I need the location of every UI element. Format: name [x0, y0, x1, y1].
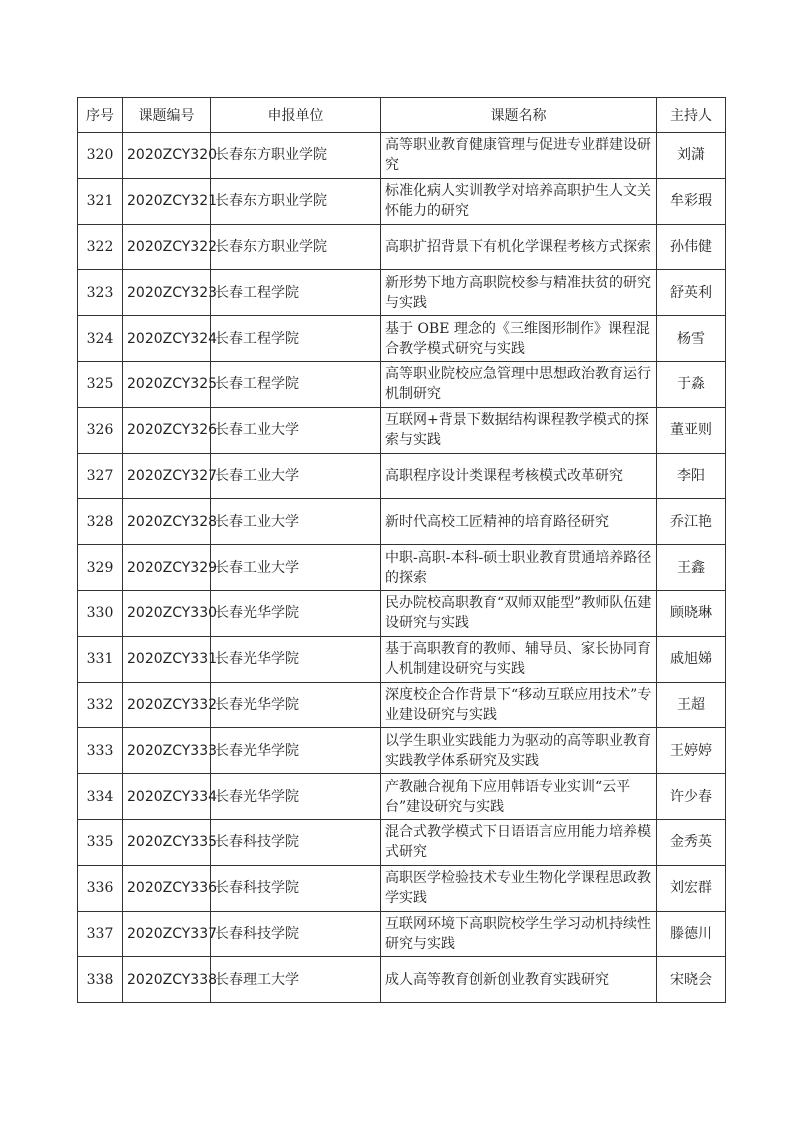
header-seq: 序号: [78, 98, 123, 133]
cell-host: 滕德川: [657, 911, 726, 957]
cell-host: 乔江艳: [657, 499, 726, 545]
cell-unit: 长春工程学院: [211, 316, 381, 362]
cell-seq: 320: [78, 133, 123, 179]
cell-unit: 长春光华学院: [211, 774, 381, 820]
table-row: [78, 499, 726, 545]
table-row: [78, 316, 726, 362]
cell-seq: 338: [78, 957, 123, 1003]
cell-title: 互联网+背景下数据结构课程教学模式的探索与实践: [381, 407, 657, 453]
cell-seq: 323: [78, 270, 123, 316]
cell-seq: 321: [78, 178, 123, 224]
cell-host: 牟彩瑕: [657, 178, 726, 224]
cell-code: 2020ZCY325: [123, 361, 211, 407]
cell-title: 互联网环境下高职院校学生学习动机持续性研究与实践: [381, 911, 657, 957]
cell-seq: 330: [78, 590, 123, 636]
table-row: [78, 774, 726, 820]
cell-seq: 327: [78, 453, 123, 499]
cell-code: 2020ZCY326: [123, 407, 211, 453]
cell-seq: 328: [78, 499, 123, 545]
cell-code: 2020ZCY320: [123, 133, 211, 179]
cell-title: 产教融合视角下应用韩语专业实训“云平台”建设研究与实践: [381, 774, 657, 820]
cell-host: 戚旭娣: [657, 636, 726, 682]
cell-title: 中职-高职-本科-硕士职业教育贯通培养路径的探索: [381, 545, 657, 591]
table-row: [78, 590, 726, 636]
cell-title: 新时代高校工匠精神的培育路径研究: [381, 499, 657, 545]
cell-title: 成人高等教育创新创业教育实践研究: [381, 957, 657, 1003]
cell-unit: 长春东方职业学院: [211, 178, 381, 224]
cell-unit: 长春工业大学: [211, 453, 381, 499]
cell-title: 深度校企合作背景下“移动互联应用技术”专业建设研究与实践: [381, 682, 657, 728]
table-row: [78, 682, 726, 728]
cell-seq: 331: [78, 636, 123, 682]
cell-unit: 长春光华学院: [211, 636, 381, 682]
cell-title: 混合式教学模式下日语语言应用能力培养模式研究: [381, 819, 657, 865]
cell-title: 新形势下地方高职院校参与精准扶贫的研究与实践: [381, 270, 657, 316]
table-row: [78, 957, 726, 1003]
cell-code: 2020ZCY338: [123, 957, 211, 1003]
cell-title: 以学生职业实践能力为驱动的高等职业教育实践教学体系研究及实践: [381, 728, 657, 774]
cell-title: 高职医学检验技术专业生物化学课程思政教学实践: [381, 865, 657, 911]
cell-code: 2020ZCY330: [123, 590, 211, 636]
table-row: [78, 911, 726, 957]
cell-code: 2020ZCY322: [123, 224, 211, 270]
header-code: 课题编号: [123, 98, 211, 133]
cell-title: 高等职业教育健康管理与促进专业群建设研究: [381, 133, 657, 179]
cell-seq: 336: [78, 865, 123, 911]
cell-code: 2020ZCY331: [123, 636, 211, 682]
table-row: [78, 270, 726, 316]
cell-unit: 长春光华学院: [211, 728, 381, 774]
cell-code: 2020ZCY336: [123, 865, 211, 911]
cell-host: 刘宏群: [657, 865, 726, 911]
cell-seq: 332: [78, 682, 123, 728]
cell-code: 2020ZCY327: [123, 453, 211, 499]
cell-seq: 337: [78, 911, 123, 957]
cell-code: 2020ZCY332: [123, 682, 211, 728]
table-row: [78, 407, 726, 453]
cell-code: 2020ZCY328: [123, 499, 211, 545]
cell-host: 王超: [657, 682, 726, 728]
cell-title: 标准化病人实训教学对培养高职护生人文关怀能力的研究: [381, 178, 657, 224]
cell-host: 于淼: [657, 361, 726, 407]
table-row: [78, 361, 726, 407]
cell-seq: 335: [78, 819, 123, 865]
cell-code: 2020ZCY337: [123, 911, 211, 957]
table-row: [78, 865, 726, 911]
cell-host: 王鑫: [657, 545, 726, 591]
table-row: [78, 133, 726, 179]
cell-host: 许少春: [657, 774, 726, 820]
cell-title: 基于高职教育的教师、辅导员、家长协同育人机制建设研究与实践: [381, 636, 657, 682]
cell-unit: 长春光华学院: [211, 590, 381, 636]
cell-host: 杨雪: [657, 316, 726, 362]
cell-unit: 长春科技学院: [211, 819, 381, 865]
cell-code: 2020ZCY333: [123, 728, 211, 774]
table-body: [78, 133, 726, 1003]
cell-title: 高职扩招背景下有机化学课程考核方式探索: [381, 224, 657, 270]
cell-code: 2020ZCY321: [123, 178, 211, 224]
cell-unit: 长春工程学院: [211, 270, 381, 316]
cell-title: 高等职业院校应急管理中思想政治教育运行机制研究: [381, 361, 657, 407]
cell-unit: 长春理工大学: [211, 957, 381, 1003]
cell-unit: 长春科技学院: [211, 911, 381, 957]
table-row: [78, 819, 726, 865]
cell-unit: 长春工业大学: [211, 499, 381, 545]
table-row: [78, 545, 726, 591]
cell-seq: 334: [78, 774, 123, 820]
cell-unit: 长春东方职业学院: [211, 224, 381, 270]
cell-title: 高职程序设计类课程考核模式改革研究: [381, 453, 657, 499]
cell-code: 2020ZCY323: [123, 270, 211, 316]
header-unit: 申报单位: [211, 98, 381, 133]
cell-unit: 长春科技学院: [211, 865, 381, 911]
header-host: 主持人: [657, 98, 726, 133]
cell-unit: 长春工程学院: [211, 361, 381, 407]
cell-title: 基于 OBE 理念的《三维图形制作》课程混合教学模式研究与实践: [381, 316, 657, 362]
cell-seq: 324: [78, 316, 123, 362]
cell-host: 孙伟健: [657, 224, 726, 270]
table-row: [78, 224, 726, 270]
cell-host: 王婷婷: [657, 728, 726, 774]
cell-code: 2020ZCY329: [123, 545, 211, 591]
cell-host: 董亚则: [657, 407, 726, 453]
table-row: [78, 728, 726, 774]
cell-seq: 329: [78, 545, 123, 591]
cell-unit: 长春工业大学: [211, 545, 381, 591]
header-row: [78, 98, 726, 133]
cell-code: 2020ZCY324: [123, 316, 211, 362]
project-table: [77, 97, 726, 1003]
cell-unit: 长春光华学院: [211, 682, 381, 728]
cell-code: 2020ZCY335: [123, 819, 211, 865]
cell-unit: 长春工业大学: [211, 407, 381, 453]
cell-host: 金秀英: [657, 819, 726, 865]
cell-seq: 333: [78, 728, 123, 774]
table-row: [78, 453, 726, 499]
cell-host: 舒英利: [657, 270, 726, 316]
header-title: 课题名称: [381, 98, 657, 133]
cell-host: 李阳: [657, 453, 726, 499]
cell-seq: 322: [78, 224, 123, 270]
cell-host: 宋晓会: [657, 957, 726, 1003]
cell-host: 刘潇: [657, 133, 726, 179]
cell-host: 顾晓琳: [657, 590, 726, 636]
cell-code: 2020ZCY334: [123, 774, 211, 820]
cell-seq: 325: [78, 361, 123, 407]
cell-unit: 长春东方职业学院: [211, 133, 381, 179]
table-row: [78, 178, 726, 224]
cell-seq: 326: [78, 407, 123, 453]
cell-title: 民办院校高职教育“双师双能型”教师队伍建设研究与实践: [381, 590, 657, 636]
table-row: [78, 636, 726, 682]
